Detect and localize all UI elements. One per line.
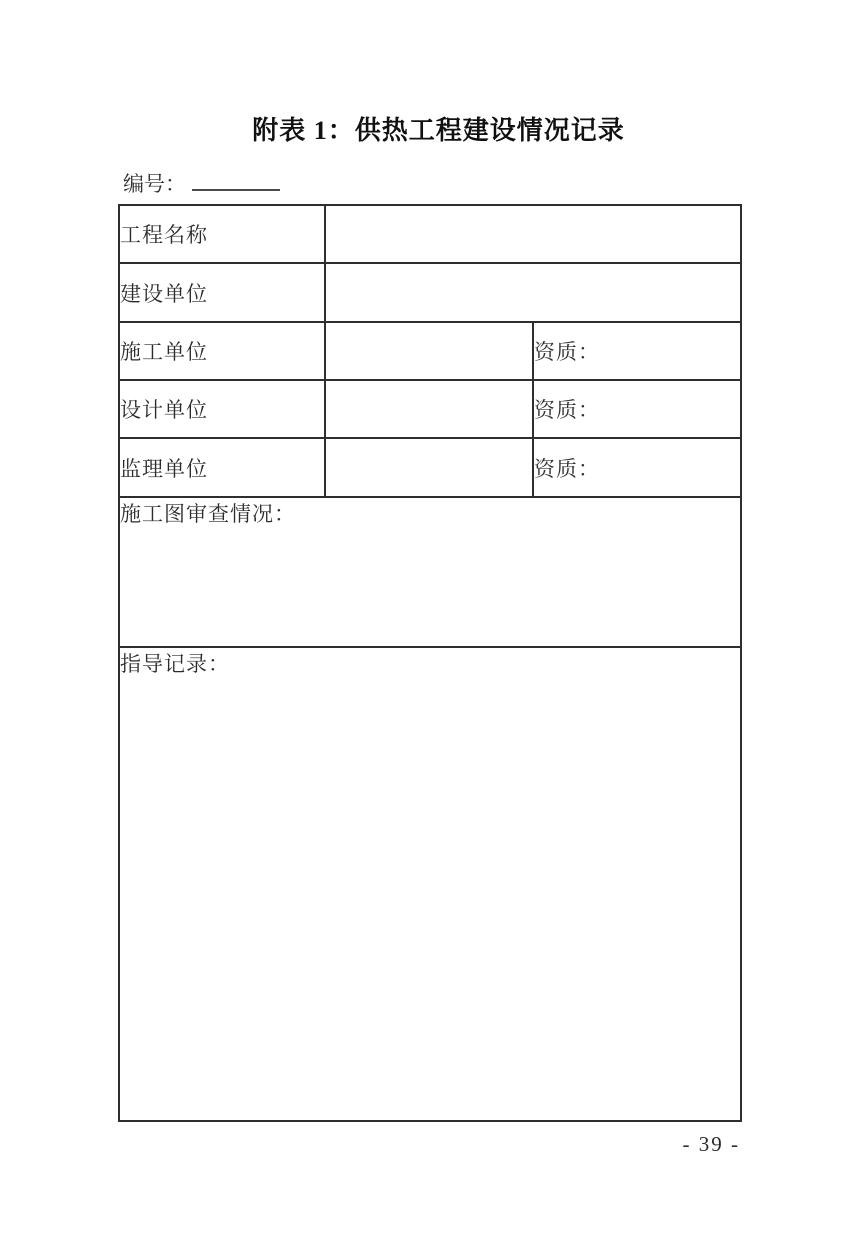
table-row-construction-unit	[119, 322, 741, 380]
construction-owner-label: 建设单位	[119, 263, 325, 322]
serial-number-label: 编号：	[123, 172, 186, 196]
table-row-design-unit	[119, 380, 741, 438]
supervision-unit-label: 监理单位	[119, 438, 325, 497]
table-row-supervision-unit	[119, 438, 741, 497]
table-row-construction-owner	[119, 263, 741, 322]
table-row-drawing-review	[119, 497, 741, 647]
construction-unit-label: 施工单位	[119, 322, 325, 380]
design-unit-value-cell	[325, 380, 533, 438]
construction-unit-value-cell	[325, 322, 533, 380]
serial-number-blank	[192, 188, 280, 191]
construction-owner-value-cell	[325, 263, 741, 322]
serial-number-line	[123, 168, 280, 198]
design-unit-qualification-label: 资质：	[533, 380, 741, 438]
project-name-label: 工程名称	[119, 205, 325, 263]
design-unit-label: 设计单位	[119, 380, 325, 438]
table-row-project-name	[119, 205, 741, 263]
guidance-record-section-label: 指导记录：	[119, 647, 741, 1121]
construction-record-table	[118, 204, 742, 1122]
drawing-review-section-label: 施工图审查情况：	[119, 497, 741, 647]
supervision-unit-qualification-label: 资质：	[533, 438, 741, 497]
page-number: - 39 -	[682, 1132, 740, 1156]
table-row-guidance-record	[119, 647, 741, 1121]
construction-unit-qualification-label: 资质：	[533, 322, 741, 380]
supervision-unit-value-cell	[325, 438, 533, 497]
project-name-value-cell	[325, 205, 741, 263]
page-title: 附表 1：供热工程建设情况记录	[252, 116, 625, 145]
